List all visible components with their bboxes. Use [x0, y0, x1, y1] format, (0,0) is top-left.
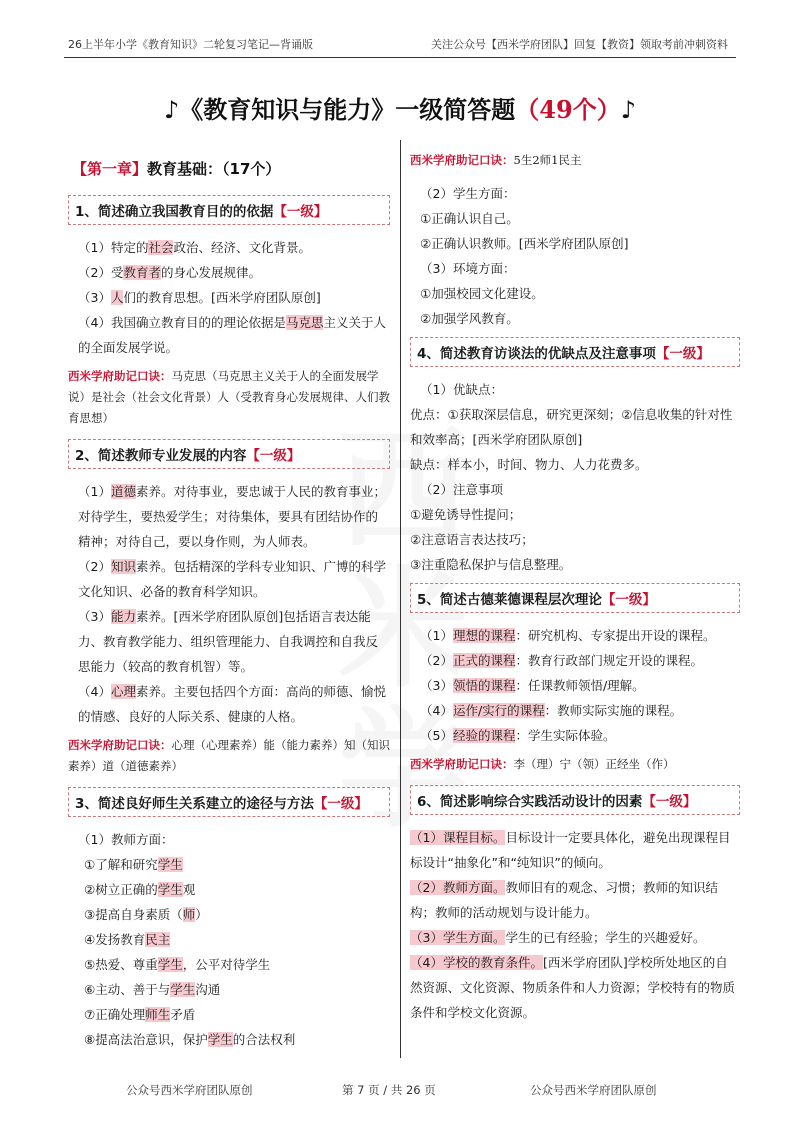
q5-line-1 — [410, 623, 740, 648]
text: （5） — [420, 728, 453, 743]
highlight: 能力 — [110, 609, 136, 624]
q3-sub2-item-2: ②正确认识教师。[西米学府团队原创] — [420, 236, 629, 251]
text: （3） — [78, 290, 111, 305]
left-column — [68, 140, 390, 1052]
header-divider — [64, 57, 736, 58]
mnemonic-text: 马克思（马克思主义关于人的全面发展学说）是社会（社会文化背景）人（受教育身心发展规律、人们教育思想） — [68, 369, 390, 425]
highlight: 学生 — [157, 882, 183, 897]
q1-mnemonic — [68, 366, 390, 429]
highlight: 学生 — [157, 957, 183, 972]
text: （1）特定的 — [78, 240, 149, 255]
q5-line-5 — [410, 723, 740, 748]
highlight: 学生 — [207, 1032, 233, 1047]
q3-item-5 — [68, 952, 390, 977]
q3-item-3 — [68, 902, 390, 927]
q4-item-2: ②注意语言表达技巧； — [410, 532, 534, 547]
level-badge: 【一级】 — [246, 448, 301, 464]
q4-sub-2: （2）注意事项 — [420, 482, 503, 497]
text: 目标设计一定要具体化，避免出现课程目标设计“抽象化”和“纯知识”的倾向。 — [410, 830, 731, 870]
highlight: （4）学校的教育条件。 — [410, 955, 543, 970]
highlight: 经验的课程 — [452, 728, 516, 743]
q6-line-2 — [410, 875, 740, 925]
question-title-text: 3、简述良好师生关系建立的途径与方法 — [75, 796, 314, 812]
text: 素养。主要包括四个方面：高尚的师德、愉悦的情感、良好的人际关系、健康的人格。 — [78, 684, 386, 724]
q4-pros: 优点：①获取深层信息，研究更深刻；②信息收集的针对性和效率高；[西米学府团队原创] — [410, 407, 733, 447]
mnemonic-label: 西米学府助记口诀： — [68, 369, 172, 383]
text: [西米学府团队]学校所处地区的自然资源、文化资源、物质条件和人力资源；学校特有的物质条件和学校文化资源。 — [410, 955, 736, 1020]
q1-line-1 — [68, 235, 390, 260]
footer-right: 公众号西米学府团队原创 — [530, 1083, 657, 1097]
highlight: 领悟的课程 — [452, 678, 516, 693]
text: 学生的已有经验；学生的兴趣爱好。 — [505, 930, 706, 945]
q5-line-4 — [410, 698, 740, 723]
title-main: ♪《教育知识与能力》一级简答题 — [163, 95, 516, 124]
text: ） — [195, 907, 208, 922]
q6-line-3 — [410, 925, 740, 950]
highlight: 运作/实行的课程 — [452, 703, 545, 718]
text: ：学生实际体验。 — [515, 728, 616, 743]
q6-line-1 — [410, 825, 740, 875]
question-5-title — [410, 583, 740, 613]
header-right: 关注公众号【西米学府团队】回复【教资】领取考前冲刺资料 — [431, 38, 728, 51]
text: 素养。[西米学府团队原创]包括语言表达能力、教育教学能力、组织管理能力、自我调控和自我反思能力（较高的教育机智）等。 — [78, 609, 379, 674]
question-title-text: 2、简述教师专业发展的内容 — [75, 448, 247, 464]
q3-mnemonic — [410, 150, 740, 171]
level-badge: 【一级】 — [642, 794, 697, 810]
question-2-title — [68, 439, 390, 469]
q3-item-6 — [68, 977, 390, 1002]
highlight: 心理 — [110, 684, 136, 699]
highlight: 正式的课程 — [452, 653, 516, 668]
highlight: 道德 — [110, 484, 136, 499]
q3-item-8 — [68, 1027, 390, 1052]
q5-line-2 — [410, 648, 740, 673]
mnemonic-label: 西米学府助记口诀： — [410, 757, 514, 771]
level-badge: 【一级】 — [601, 592, 656, 608]
text: ⑦正确处理 — [84, 1007, 146, 1022]
text: 观 — [182, 882, 196, 897]
q6-line-4 — [410, 950, 740, 1025]
highlight: 人 — [110, 290, 124, 305]
chapter-count: （17个） — [222, 160, 281, 178]
text: （4）我国确立教育目的的理论依据是 — [78, 315, 286, 330]
q3-item-1 — [68, 852, 390, 877]
highlight: 师生 — [145, 1007, 171, 1022]
highlight: 理想的课程 — [452, 628, 516, 643]
q1-line-2 — [68, 260, 390, 285]
highlight: 师 — [182, 907, 196, 922]
q1-line-3 — [68, 285, 390, 310]
level-badge: 【一级】 — [273, 204, 328, 220]
question-title-text: 6、简述影响综合实践活动设计的因素 — [417, 794, 643, 810]
highlight: 学生 — [157, 857, 183, 872]
text: ：教师实际实施的课程。 — [544, 703, 683, 718]
page-title — [0, 90, 800, 125]
text: 主义关于人的全面发展学说。 — [78, 315, 386, 355]
highlight: 民主 — [145, 932, 171, 947]
chapter-heading — [72, 158, 390, 179]
text: 的身心发展规律。 — [160, 265, 261, 280]
title-count: （49个） — [515, 95, 621, 124]
q4-cons: 缺点：样本小，时间、物力、人力花费多。 — [410, 457, 648, 472]
text: 们的教育思想。[西米学府团队原创] — [123, 290, 321, 305]
text: （3） — [420, 678, 453, 693]
text: 沟通 — [195, 982, 221, 997]
footer-left: 公众号西米学府团队原创 — [126, 1083, 253, 1097]
question-1-title — [68, 195, 390, 225]
mnemonic-text: 李（理）宁（领）正经坐（作） — [513, 757, 675, 771]
title-suffix: ♪ — [620, 95, 637, 124]
mnemonic-text: 5生2师1民主 — [513, 153, 582, 167]
question-title-text: 4、简述教育访谈法的优缺点及注意事项 — [417, 346, 656, 362]
q4-item-3: ③注重隐私保护与信息整理。 — [410, 557, 572, 572]
mnemonic-label: 西米学府助记口诀： — [68, 738, 172, 752]
text: （1） — [420, 628, 453, 643]
text: ①了解和研究 — [84, 857, 158, 872]
q3-sub-3: （3）环境方面： — [420, 261, 516, 276]
q2-line-4 — [68, 679, 390, 729]
text: （2） — [78, 559, 111, 574]
highlight: 马克思 — [285, 315, 324, 330]
text: ，公平对待学生 — [182, 957, 271, 972]
text: 矛盾 — [170, 1007, 196, 1022]
column-divider — [400, 140, 401, 1058]
text: ⑧提高法治意识，保护 — [84, 1032, 208, 1047]
highlight: （1）课程目标。 — [410, 830, 506, 845]
text: （3） — [78, 609, 111, 624]
question-6-title — [410, 785, 740, 815]
text: （4） — [420, 703, 453, 718]
q5-mnemonic — [410, 754, 740, 775]
text: （4） — [78, 684, 111, 699]
text: ②树立正确的 — [84, 882, 158, 897]
text: 素养。包括精深的学科专业知识、广博的科学文化知识、必备的教育科学知识。 — [78, 559, 386, 599]
q3-sub-1: （1）教师方面： — [78, 832, 174, 847]
q3-sub3-item-1: ①加强校园文化建设。 — [420, 286, 544, 301]
q5-line-3 — [410, 673, 740, 698]
q3-item-2 — [68, 877, 390, 902]
q4-item-1: ①避免诱导性提问； — [410, 507, 522, 522]
level-badge: 【一级】 — [313, 796, 368, 812]
question-4-title — [410, 337, 740, 367]
text: 素养。对待事业，要忠诚于人民的教育事业；对待学生，要热爱学生；对待集体，要具有团结协作的精神；对待自己，要以身作则，为人师表。 — [78, 484, 386, 549]
q1-line-4 — [68, 310, 390, 360]
q2-line-2 — [68, 554, 390, 604]
text: ⑥主动、善于与 — [84, 982, 171, 997]
q3-sub2-item-1: ①正确认识自己。 — [420, 211, 519, 226]
text: ⑤热爱、尊重 — [84, 957, 158, 972]
text: （1） — [78, 484, 111, 499]
level-badge: 【一级】 — [655, 346, 710, 362]
highlight: 知识 — [110, 559, 136, 574]
highlight: 教育者 — [123, 265, 161, 280]
highlight: （2）教师方面。 — [410, 880, 506, 895]
q2-line-1 — [68, 479, 390, 554]
chapter-name: 教育基础： — [147, 160, 223, 178]
q3-sub-2: （2）学生方面： — [420, 186, 516, 201]
text: ：任课教师领悟/理解。 — [515, 678, 645, 693]
text: ：研究机构、专家提出开设的课程。 — [515, 628, 716, 643]
text: ④发扬教育 — [84, 932, 146, 947]
highlight: 社会 — [148, 240, 174, 255]
text: 教师旧有的观念、习惯；教师的知识结构；教师的活动规划与设计能力。 — [410, 880, 718, 920]
right-column — [410, 140, 740, 1025]
question-title-text: 5、简述古德莱德课程层次理论 — [417, 592, 602, 608]
header-left: 26上半年小学《教育知识》二轮复习笔记—背诵版 — [68, 38, 313, 51]
chapter-bracket: 【第一章】 — [72, 160, 148, 178]
q3-sub3-item-2: ②加强学风教育。 — [420, 311, 519, 326]
text: 政治、经济、文化背景。 — [173, 240, 311, 255]
text: ③提高自身素质（ — [84, 907, 183, 922]
q3-item-7 — [68, 1002, 390, 1027]
text: 的合法权利 — [232, 1032, 296, 1047]
text: （2）受 — [78, 265, 124, 280]
page-number: 第 7 页 / 共 26 页 — [342, 1083, 436, 1097]
highlight: 学生 — [170, 982, 196, 997]
mnemonic-text: 心理（心理素养）能（能力素养）知（知识素养）道（道德素养） — [68, 738, 390, 773]
text: ：教育行政部门规定开设的课程。 — [515, 653, 703, 668]
q2-mnemonic — [68, 735, 390, 777]
q2-line-3 — [68, 604, 390, 679]
question-title-text: 1、简述确立我国教育目的的依据 — [75, 204, 274, 220]
q4-sub-1: （1）优缺点： — [420, 382, 503, 397]
q3-item-4 — [68, 927, 390, 952]
mnemonic-label: 西米学府助记口诀： — [410, 153, 514, 167]
text: （2） — [420, 653, 453, 668]
question-3-title — [68, 787, 390, 817]
highlight: （3）学生方面。 — [410, 930, 506, 945]
